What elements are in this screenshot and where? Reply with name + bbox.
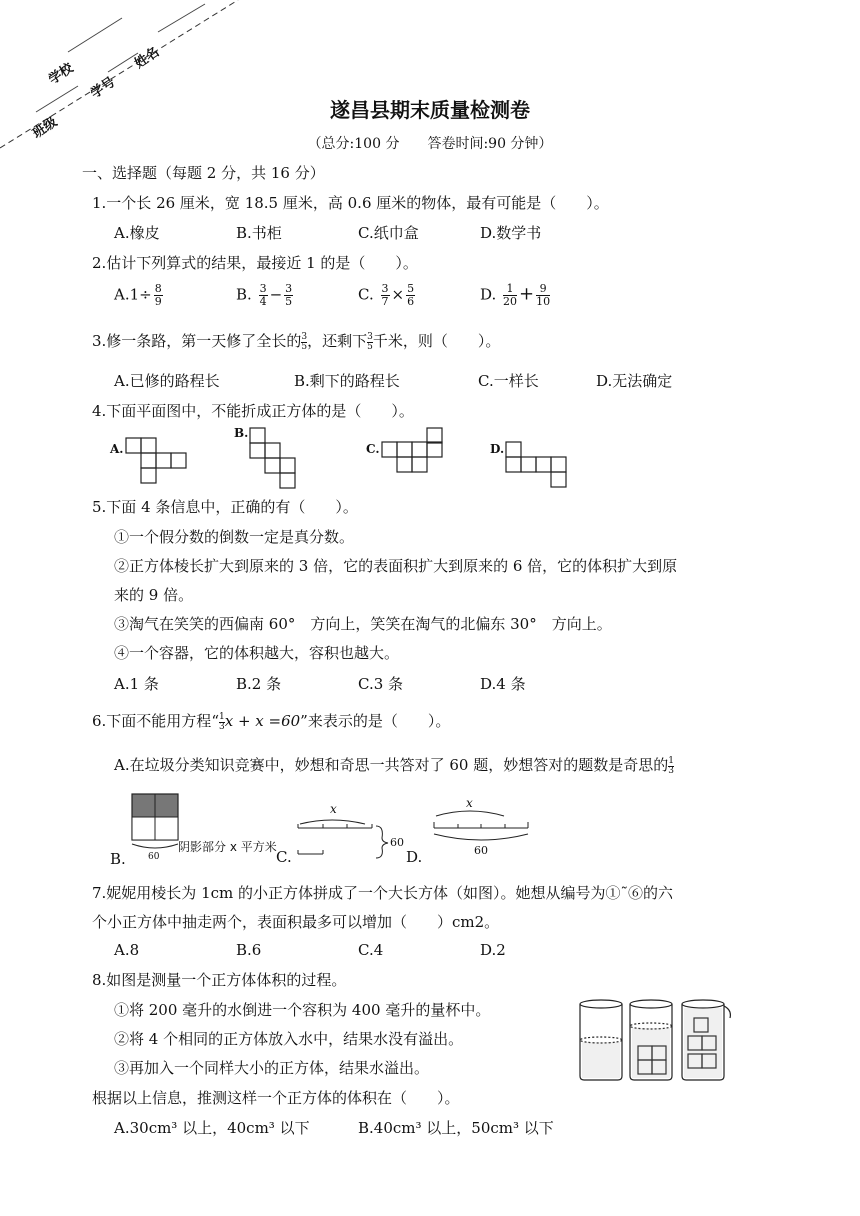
q6-label-b: B. xyxy=(110,850,126,868)
q5-stem: 5.下面 4 条信息中，正确的有（ ）。 xyxy=(92,498,358,516)
q8-question: 根据以上信息，推测这样一个正方体的体积在（ ）。 xyxy=(92,1089,460,1107)
q5-option-c: C.3 条 xyxy=(358,675,404,693)
q7-option-a: A.8 xyxy=(114,941,140,959)
q7-option-d: D.2 xyxy=(480,941,506,959)
q8-stem: 8.如图是测量一个正方体体积的过程。 xyxy=(92,971,347,989)
class-label: 班级 xyxy=(30,114,61,142)
q7-option-b: B.6 xyxy=(236,941,262,959)
q6-d-total: 60 xyxy=(474,844,488,857)
q8-step-1: ①将 200 毫升的水倒进一个容积为 400 毫升的量杯中。 xyxy=(114,1001,491,1019)
q5-statement-4: ④一个容器，它的体积越大，容积也越大。 xyxy=(114,644,400,662)
q6-b-caption: 阴影部分 x 平方米 xyxy=(178,840,277,854)
q5-option-a: A.1 条 xyxy=(114,675,159,693)
name-label: 姓名 xyxy=(132,44,163,72)
q3-option-b: B.剩下的路程长 xyxy=(294,372,400,390)
q4-label-b: B. xyxy=(234,426,249,440)
q1-stem: 1.一个长 26 厘米，宽 18.5 厘米，高 0.6 厘米的物体，最有可能是（ ）。 xyxy=(92,194,609,212)
q5-statement-2a: ②正方体棱长扩大到原来的 3 倍，它的表面积扩大到原来的 6 倍，它的体积扩大到原 xyxy=(114,557,678,575)
q4-nets-figure xyxy=(110,424,590,490)
school-label: 学校 xyxy=(46,60,77,88)
q8-beakers-figure xyxy=(574,996,750,1084)
q1-option-d: D.数学书 xyxy=(480,224,542,242)
section-heading: 一、选择题（每题 2 分，共 16 分） xyxy=(82,164,325,182)
q5-statement-2b: 来的 9 倍。 xyxy=(114,586,194,604)
q7-stem-line2: 个小正方体中抽走两个，表面积最多可以增加（ ）cm2。 xyxy=(92,913,500,931)
q8-step-2: ②将 4 个相同的正方体放入水中，结果水没有溢出。 xyxy=(114,1030,464,1048)
q1-option-b: B.书柜 xyxy=(236,224,282,242)
cube-nets-svg xyxy=(110,424,590,490)
q6-figures xyxy=(110,790,540,866)
q5-statement-3: ③淘气在笑笑的西偏南 60° 方向上，笑笑在淘气的北偏东 30° 方向上。 xyxy=(114,615,612,633)
q3-option-d: D.无法确定 xyxy=(596,372,673,390)
q6-c-variable: x xyxy=(330,802,337,816)
q3-option-c: C.一样长 xyxy=(478,372,539,390)
q6-label-c: C. xyxy=(276,848,292,866)
q6-b-dimension: 60 xyxy=(148,852,160,862)
student-id-label: 学号 xyxy=(88,74,119,102)
beakers-svg xyxy=(574,996,750,1084)
q8-option-a: A.30cm³ 以上，40cm³ 以下 xyxy=(114,1119,310,1137)
q7-option-c: C.4 xyxy=(358,941,384,959)
q2-option-d: D. $\frac{1}{20}$ + $\frac{9}{10}$ xyxy=(480,282,551,308)
q4-label-a: A. xyxy=(110,442,124,456)
q6-c-total: 60 xyxy=(390,836,404,849)
q1-option-a: A.橡皮 xyxy=(114,224,160,242)
q5-option-d: D.4 条 xyxy=(480,675,526,693)
q5-statement-1: ①一个假分数的倒数一定是真分数。 xyxy=(114,528,355,546)
page-subtitle: （总分:100 分 答卷时间:90 分钟） xyxy=(307,136,553,152)
q1-option-c: C.纸巾盒 xyxy=(358,224,419,242)
q6-label-d: D. xyxy=(406,848,423,866)
q6-option-a: A.在垃圾分类知识竞赛中，妙想和奇思一共答对了 60 题，妙想答对的题数是奇思的 $\frac{1}{3}$ xyxy=(114,755,674,776)
q8-option-b: B.40cm³ 以上，50cm³ 以下 xyxy=(358,1119,554,1137)
page-title: 遂昌县期末质量检测卷 xyxy=(330,98,530,122)
q2-option-a: A.1÷ $\frac{8}{9}$ xyxy=(114,282,162,308)
q4-label-d: D. xyxy=(490,442,505,456)
q8-step-3: ③再加入一个同样大小的正方体，结果水溢出。 xyxy=(114,1059,430,1077)
q3-option-a: A.已修的路程长 xyxy=(114,372,220,390)
q4-stem: 4.下面平面图中，不能折成正方体的是（ ）。 xyxy=(92,402,414,420)
q2-stem: 2.估计下列算式的结果，最接近 1 的是（ ）。 xyxy=(92,254,418,272)
q6-d-variable: x xyxy=(466,796,473,810)
q2-option-c: C. $\frac{3}{7}$ × $\frac{5}{6}$ xyxy=(358,282,415,308)
q2-option-b: B. $\frac{3}{4}$ − $\frac{3}{5}$ xyxy=(236,282,293,308)
q7-stem-line1: 7.妮妮用棱长为 1cm 的小正方体拼成了一个大长方体（如图）。她想从编号为①˜⑥的六 xyxy=(92,884,674,902)
q6-stem: 6.下面不能用方程“ $\frac{1}{3}$ x + x =60”来表示的是（ ）。 xyxy=(92,711,451,732)
q4-label-c: C. xyxy=(366,442,380,456)
q5-option-b: B.2 条 xyxy=(236,675,282,693)
q3-stem: 3.修一条路，第一天修了全长的 $\frac{3}{5}$ ，还剩下 $\frac{3}{5}$ 千米，则（ ）。 xyxy=(92,331,501,352)
